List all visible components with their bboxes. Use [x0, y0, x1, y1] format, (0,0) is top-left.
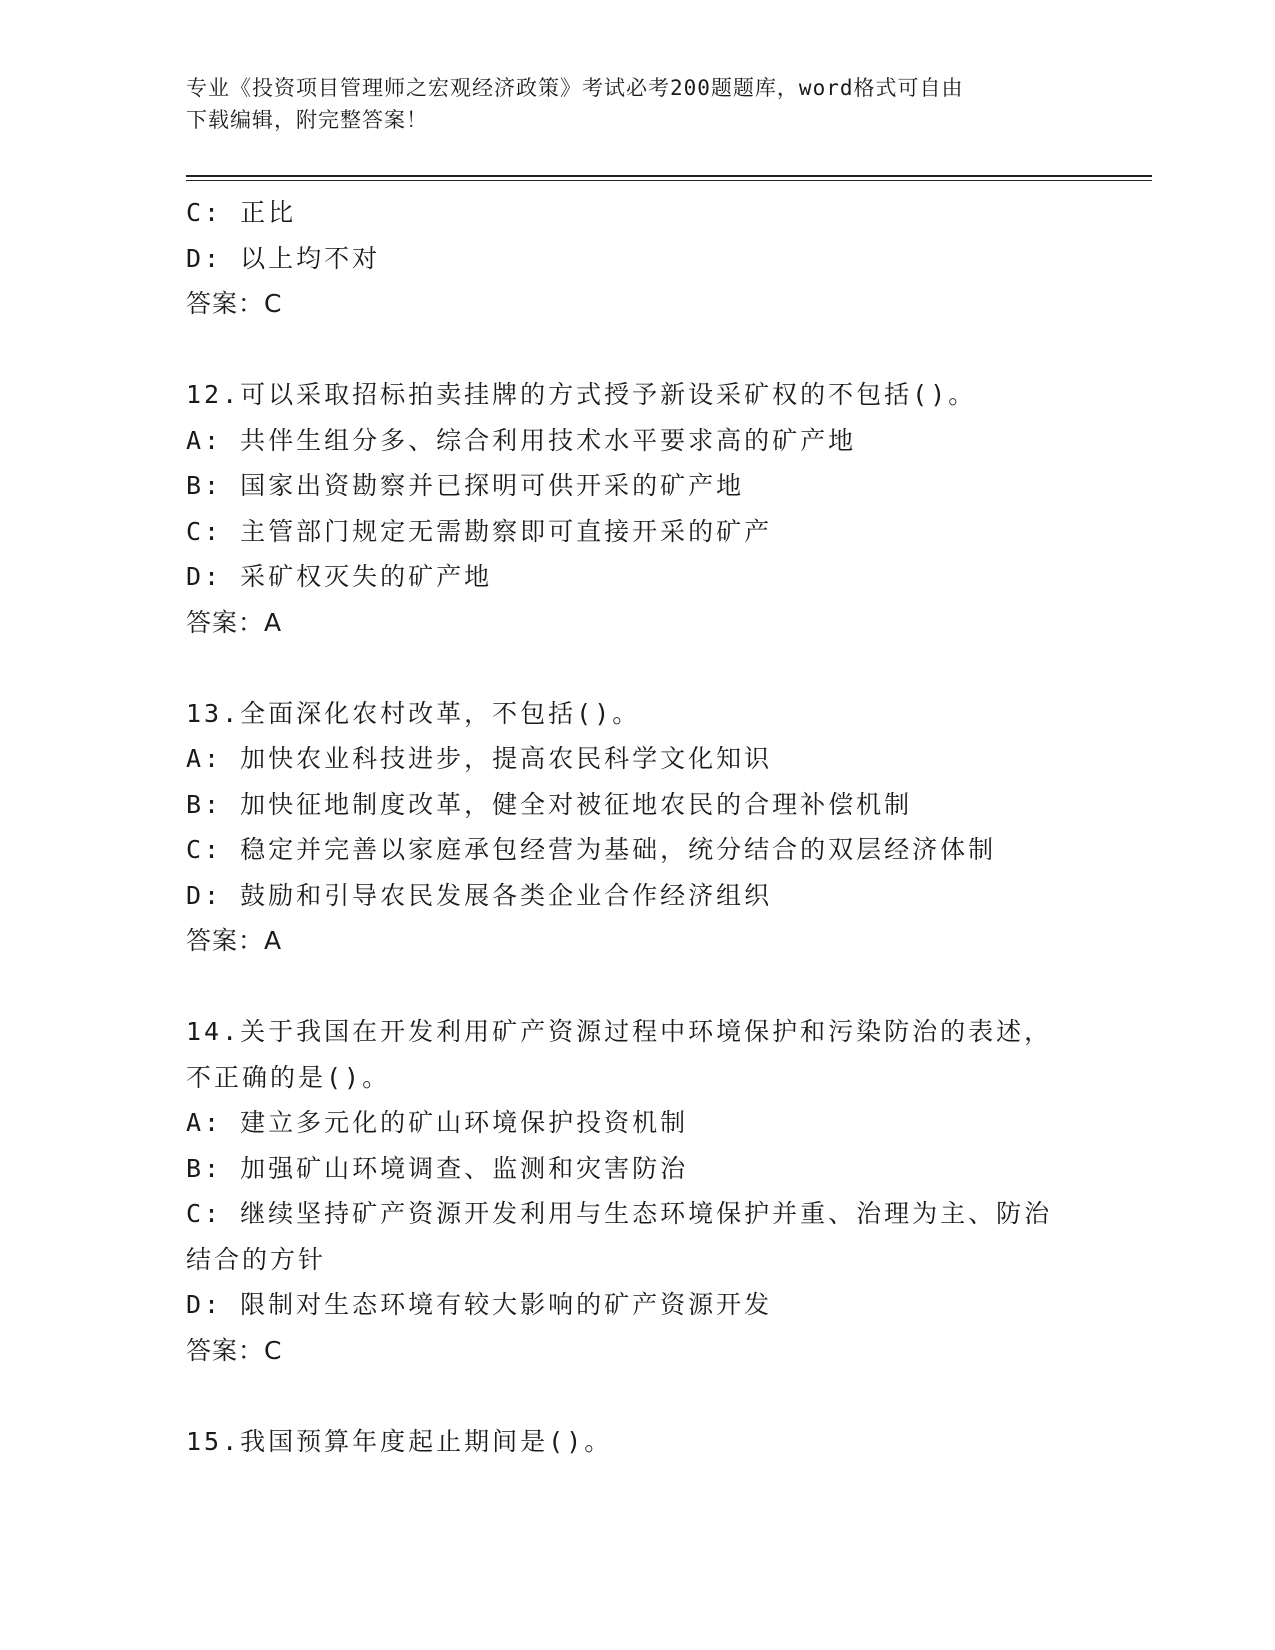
option-b: B: 国家出资勘察并已探明可供开采的矿产地 [186, 471, 745, 500]
option-d: D: 鼓励和引导农民发展各类企业合作经济组织 [186, 880, 773, 910]
answer: 答案：C [186, 289, 283, 318]
question-15 [186, 1419, 1086, 1465]
header-line-2: 下载编辑，附完整答案！ [186, 108, 428, 132]
question-text: 12.可以采取招标拍卖挂牌的方式授予新设采矿权的不包括()。 [186, 380, 977, 409]
option-c: C: 稳定并完善以家庭承包经营为基础，统分结合的双层经济体制 [186, 835, 997, 864]
document-header [186, 72, 1066, 136]
option-c: C: 主管部门规定无需勘察即可直接开采的矿产 [186, 516, 773, 546]
question-text-line-1: 14.关于我国在开发利用矿产资源过程中环境保护和污染防治的表述， [186, 1017, 1053, 1046]
option-d: D: 限制对生态环境有较大影响的矿产资源开发 [186, 1290, 773, 1319]
question-11-tail [186, 190, 1086, 327]
question-text: 13.全面深化农村改革，不包括()。 [186, 698, 641, 728]
question-list [186, 190, 1086, 1464]
option-b: B: 加快征地制度改革，健全对被征地农民的合理补偿机制 [186, 789, 913, 819]
option-c-line-2: 结合的方针 [186, 1244, 327, 1274]
header-divider-thick [186, 175, 1152, 177]
option-d: D: 以上均不对 [186, 243, 381, 273]
option-c: C: 正比 [186, 198, 297, 227]
question-14 [186, 1009, 1086, 1373]
question-text: 15.我国预算年度起止期间是()。 [186, 1426, 613, 1456]
question-13 [186, 691, 1086, 964]
option-c-line-1: C: 继续坚持矿产资源开发利用与生态环境保护并重、治理为主、防治 [186, 1199, 1053, 1228]
question-12 [186, 372, 1086, 645]
option-b: B: 加强矿山环境调查、监测和灾害防治 [186, 1153, 689, 1183]
answer: 答案：A [186, 607, 283, 637]
header-line-1: 专业《投资项目管理师之宏观经济政策》考试必考200题题库，word格式可自由 [186, 76, 964, 100]
option-d: D: 采矿权灭失的矿产地 [186, 562, 493, 591]
answer: 答案：A [186, 926, 283, 955]
option-a: A: 加快农业科技进步，提高农民科学文化知识 [186, 744, 773, 773]
answer: 答案：C [186, 1335, 283, 1365]
header-divider-thin [186, 180, 1152, 181]
question-text-line-2: 不正确的是()。 [186, 1062, 391, 1092]
option-a: A: 建立多元化的矿山环境保护投资机制 [186, 1108, 689, 1137]
option-a: A: 共伴生组分多、综合利用技术水平要求高的矿产地 [186, 425, 857, 455]
